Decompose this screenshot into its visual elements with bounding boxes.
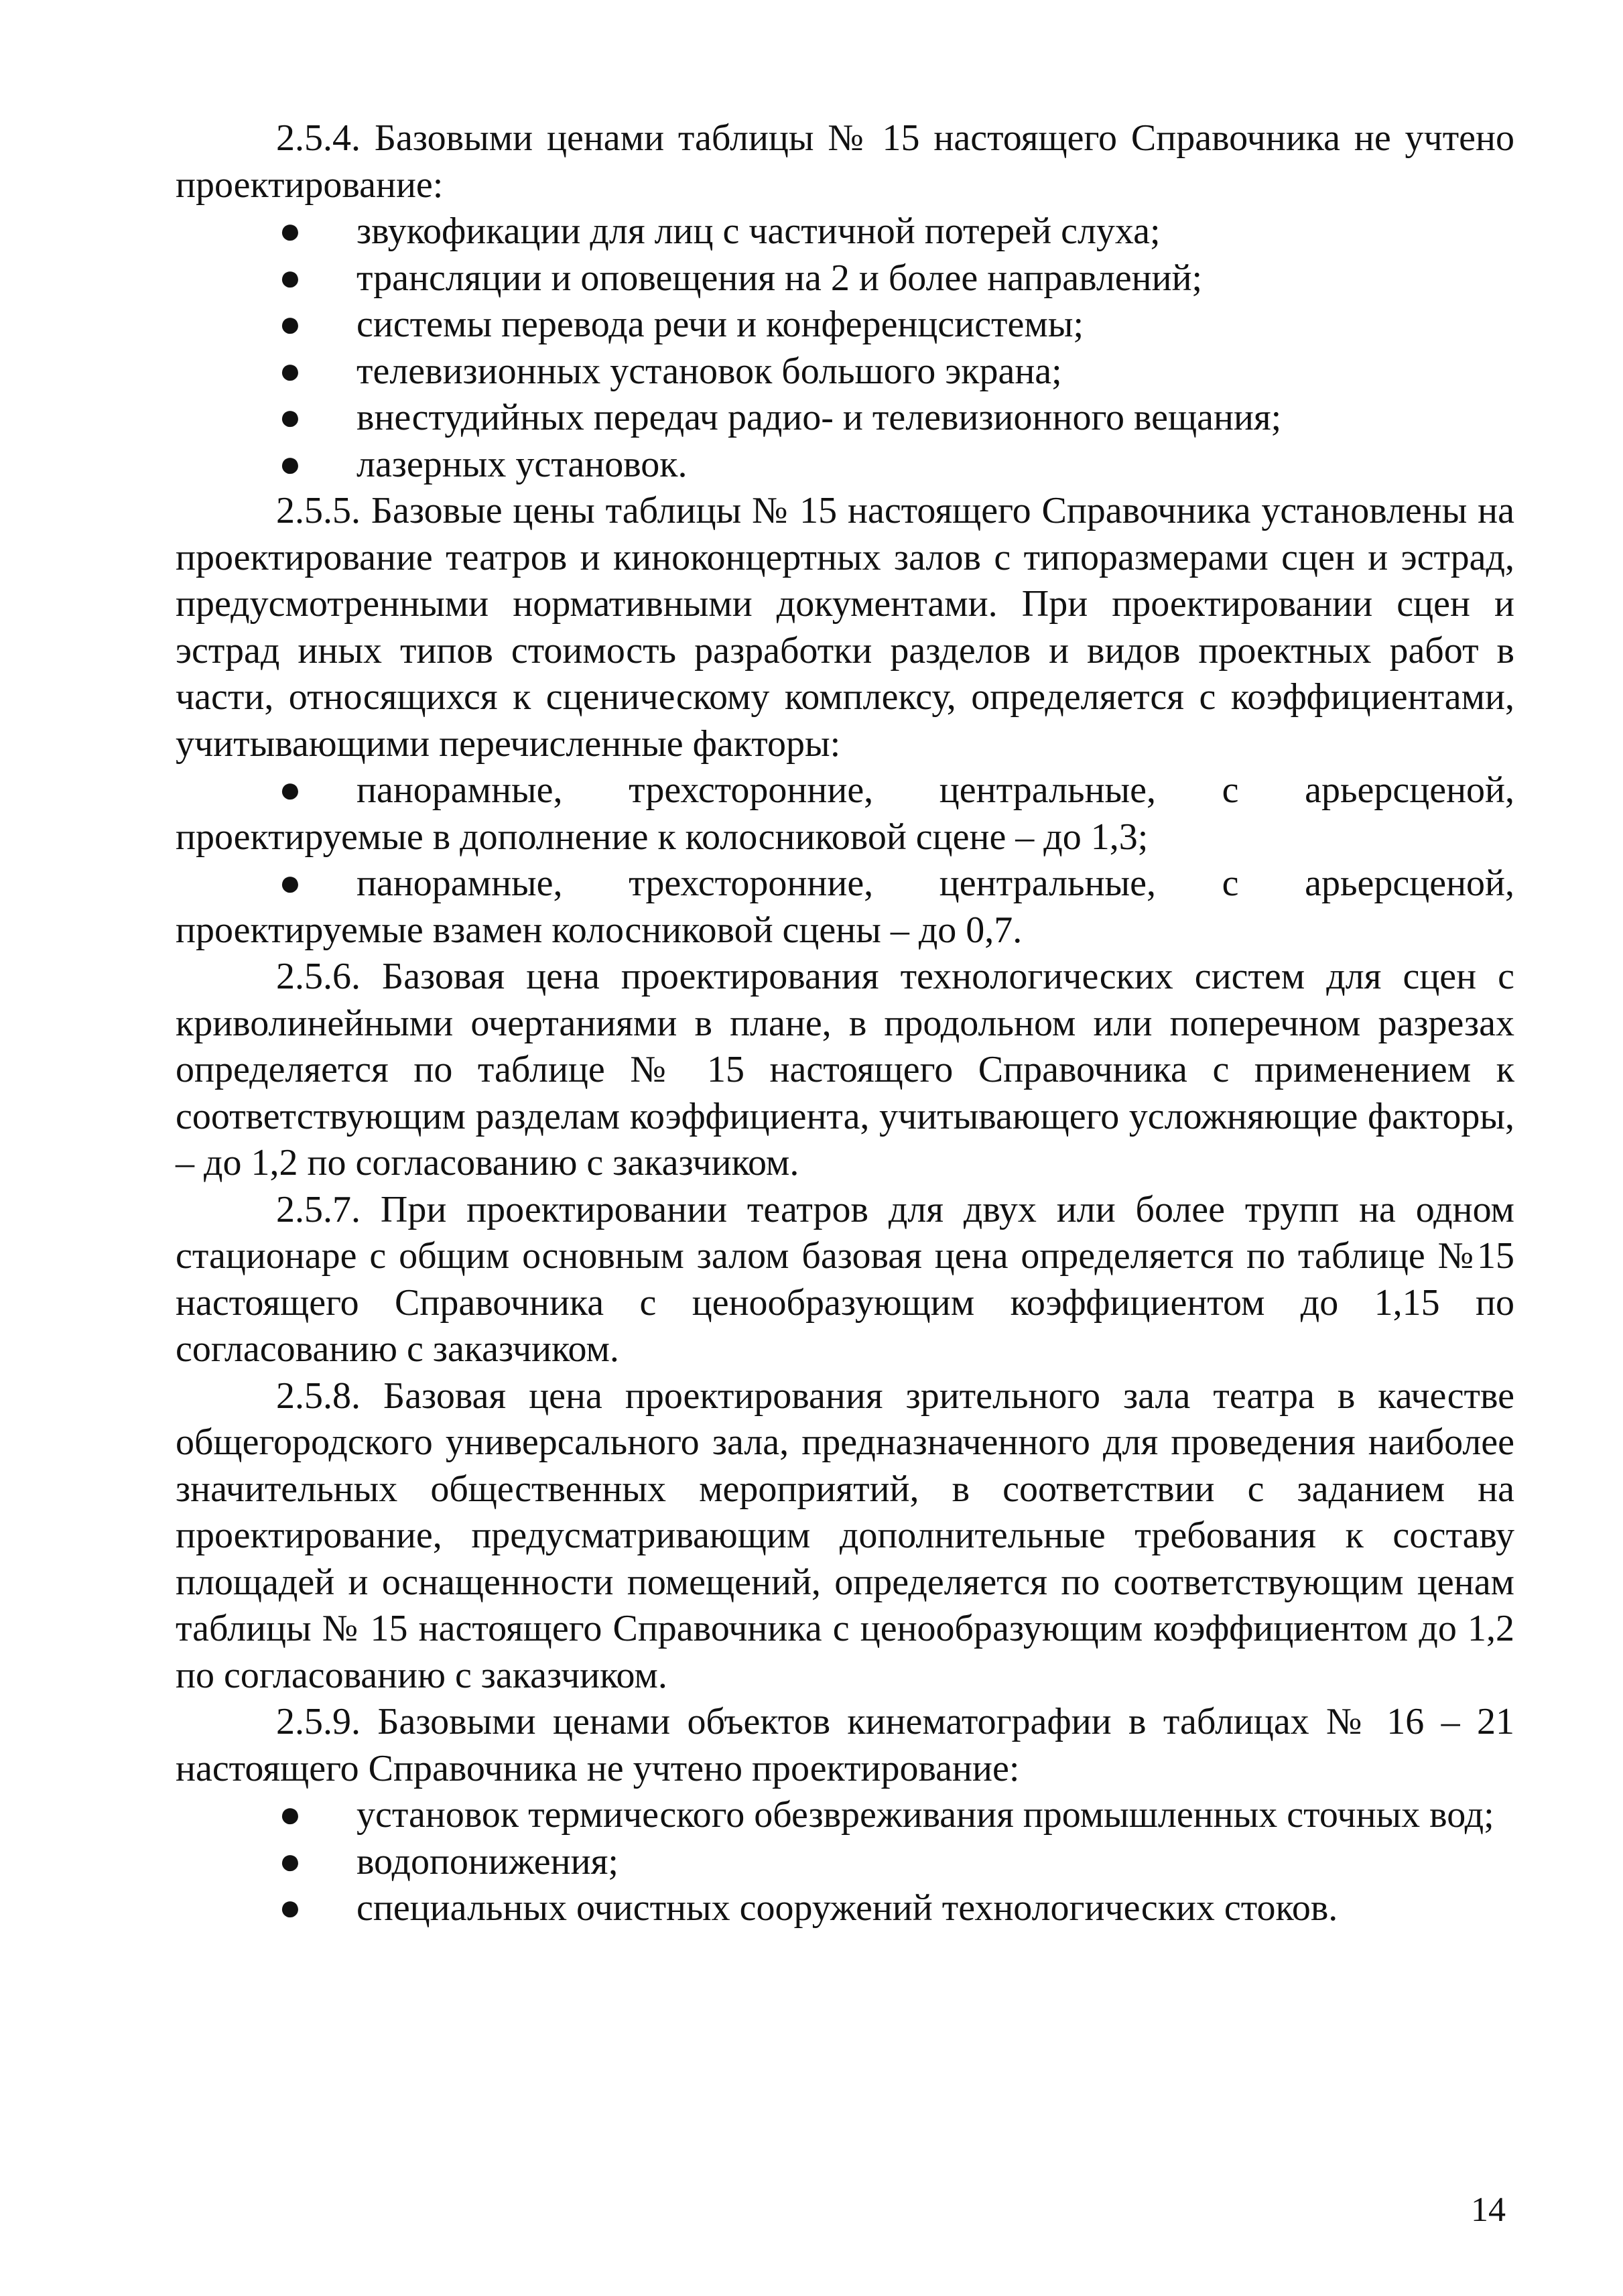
list-item <box>176 442 1514 489</box>
list-item-text: панорамные, трехсторонние, центральные, с арьерсценой, проектируемые взамен колосниковой сцены – до 0,7. <box>176 863 1514 951</box>
list-item-text: панорамные, трехсторонние, центральные, с арьерсценой, проектируемые в дополнение к колосниковой сцене – до 1,3; <box>176 769 1514 858</box>
list-item-text: звукофикации для лиц с частичной потерей слуха; <box>356 210 1161 252</box>
list-item-text: водопонижения; <box>356 1840 619 1883</box>
bullet-icon: ● <box>279 210 302 252</box>
list-item <box>176 208 1514 255</box>
bullet-icon: ● <box>279 397 302 438</box>
list-item-text: телевизионных установок большого экрана; <box>356 350 1062 392</box>
bullet-icon: ● <box>279 443 302 485</box>
list-item <box>176 767 1514 860</box>
document-body <box>176 115 1514 1932</box>
list-item <box>176 255 1514 302</box>
list-item <box>176 348 1514 395</box>
list-item <box>176 1885 1514 1932</box>
paragraph-2-5-7: 2.5.7. При проектировании театров для двух или более трупп на одном стационаре с общим основным залом базовая цена определяется по таблице №15 настоящего Справочника с ценообразующим коэффициентом до 1,15 по согласованию с заказчиком. <box>176 1188 1514 1370</box>
list-item <box>176 1792 1514 1839</box>
bullet-icon: ● <box>279 304 302 345</box>
list-item-text: установок термического обезвреживания промышленных сточных вод; <box>356 1794 1494 1836</box>
bullet-icon: ● <box>279 863 302 904</box>
bullet-icon: ● <box>279 1840 302 1883</box>
list-item-text: специальных очистных сооружений технологических стоков. <box>356 1887 1338 1929</box>
bullet-icon: ● <box>279 1887 302 1929</box>
paragraph-2-5-6: 2.5.6. Базовая цена проектирования технологических систем для сцен с криволинейными очертаниями в плане, в продольном или поперечном разрезах определяется по таблице № 15 настоящего Справочника с применением к соответствующим разделам коэффициента, учитывающего усложняющие факторы, – до 1,2 по согласованию с заказчиком. <box>176 956 1514 1184</box>
paragraph-2-5-9: 2.5.9. Базовыми ценами объектов кинематографии в таблицах № 16 – 21 настоящего Справочника не учтено проектирование: <box>176 1701 1514 1789</box>
list-item-text: внестудийных передач радио- и телевизионного вещания; <box>356 397 1282 438</box>
list-item-text: лазерных установок. <box>356 443 688 485</box>
bullet-icon: ● <box>279 769 302 811</box>
page-number: 14 <box>1471 2191 1506 2229</box>
paragraph-2-5-4: 2.5.4. Базовыми ценами таблицы № 15 настоящего Справочника не учтено проектирование: <box>176 117 1514 206</box>
list-item <box>176 302 1514 348</box>
paragraph-2-5-5: 2.5.5. Базовые цены таблицы № 15 настоящего Справочника установлены на проектирование театров и киноконцертных залов с типоразмерами сцен и эстрад, предусмотренными нормативными документами. При проектировании сцен и эстрад иных типов стоимость разработки разделов и видов проектных работ в части, относящихся к сценическому комплексу, определяется с коэффициентами, учитывающими перечисленные факторы: <box>176 490 1514 765</box>
bullet-icon: ● <box>279 1794 302 1836</box>
list-item-text: системы перевода речи и конференцсистемы; <box>356 304 1084 345</box>
paragraph-2-5-8: 2.5.8. Базовая цена проектирования зрительного зала театра в качестве общегородского универсального зала, предназначенного для проведения наиболее значительных общественных мероприятий, в соответствии с заданием на проектирование, предусматривающим дополнительные требования к составу площадей и оснащенности помещений, определяется по соответствующим ценам таблицы № 15 настоящего Справочника с ценообразующим коэффициентом до 1,2 по согласованию с заказчиком. <box>176 1375 1514 1696</box>
list-item-text: трансляции и оповещения на 2 и более направлений; <box>356 257 1203 299</box>
bullet-icon: ● <box>279 257 302 299</box>
bullet-icon: ● <box>279 350 302 392</box>
list-item <box>176 860 1514 954</box>
list-item <box>176 1839 1514 1886</box>
list-item <box>176 395 1514 442</box>
